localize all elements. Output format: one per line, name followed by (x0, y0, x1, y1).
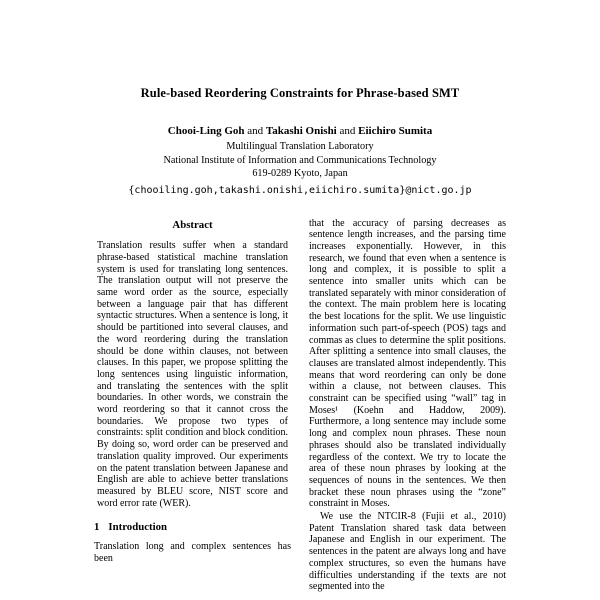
section-1-title: Introduction (108, 521, 168, 534)
author-2: Takashi Onishi (265, 125, 337, 137)
affiliation-lab: Multilingual Translation Laboratory (226, 141, 374, 152)
author-separator-2: and (339, 125, 356, 137)
abstract-text: Translation results suffer when a standard phrase-based statistical machine translation system is used for translating long sentences. The translation output will not preserve the same word order as the source, especially between a language pair that has different syntactic structures. When a sentence is long, it should be partitioned into several clauses, and the word reordering during the translation should be done within clauses, not between clauses. In this paper, we propose splitting the long sentences using linguistic information, and translating the sentences with the split boundaries. In other words, we constrain the word reordering so that it cannot cross the boundaries. We propose two types of constraints: split condition and block condition. By doing so, word order can be preserved and translation quality improved. Our experiments on the patent translation between Japanese and English are able to achieve better translations measured by BLEU score, NIST score and word error rate (WER). (97, 240, 288, 509)
right-column (309, 218, 506, 594)
section-1-heading (94, 522, 291, 534)
author-separator-1: and (247, 125, 264, 137)
body-paragraph-1: that the accuracy of parsing decreases as sentence length increases, and the parsing time increases exponentially. However, in this research, we found that even when a sentence is long and complex, it is possible to split a sentence into smaller units which can be translated separately with minor consideration of the context. The main problem here is locating the best locations for the split. We use linguistic information such part-of-speech (POS) tags and commas as clues to determine the split positions. After splitting a sentence into small clauses, the clauses are translated almost independently. This means that word reordering can only be done within a clause, not between clauses. This constraint can be specified using “wall” tag in Moses¹ (Koehn and Haddow, 2009). Furthermore, a long sentence may include some long and complex noun phrases. These noun phrases should also be translated individually regardless of the context. We try to locate the area of these noun phrases by looking at the sequences of nouns in the sentences. We then bracket these noun phrases using the “zone” constraint in Moses. (309, 217, 506, 510)
two-column-body (94, 218, 506, 594)
author-3: Eiichiro Sumita (358, 125, 433, 137)
paper-title: Rule-based Reordering Constraints for Phrase-based SMT (140, 86, 460, 100)
affiliation-address: 619-0289 Kyoto, Japan (252, 168, 348, 179)
left-column (94, 218, 291, 594)
authors-line (0, 125, 600, 137)
author-1: Chooi-Ling Goh (167, 125, 245, 137)
affiliation-institute: National Institute of Information and Communications Technology (163, 154, 437, 166)
introduction-paragraph: Translation long and complex sentences has been (94, 541, 291, 564)
author-emails: {chooiling.goh,takashi.onishi,eiichiro.sumita}@nict.go.jp (128, 184, 472, 196)
section-1-number: 1 (94, 521, 100, 534)
abstract-heading: Abstract (172, 218, 213, 231)
body-paragraph-2: We use the NTCIR-8 (Fujii et al., 2010) Patent Translation shared task data between Japanese and English in our experiment. The sentences in the patent are always long and have complex structures, so even the humans have difficulties understanding if the texts are not segmented into the (309, 511, 506, 593)
paper-header (0, 86, 600, 196)
